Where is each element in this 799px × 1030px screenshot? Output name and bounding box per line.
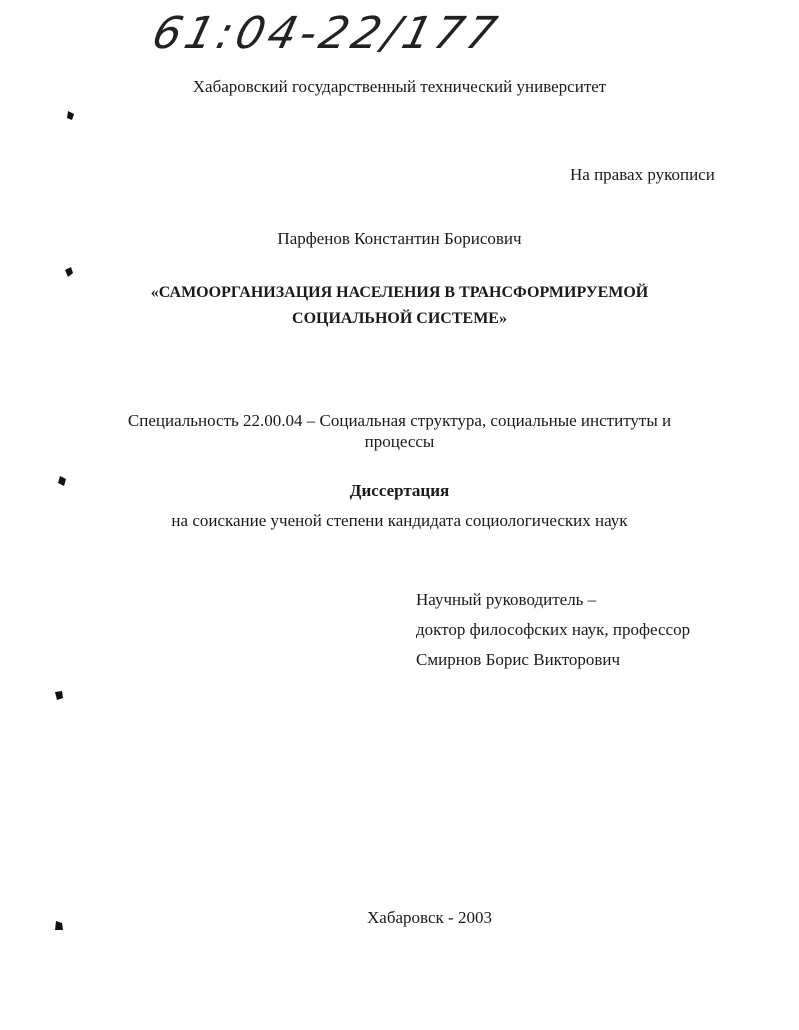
specialty-line-2: процессы bbox=[364, 432, 435, 451]
university-name: Хабаровский государственный технический университет bbox=[192, 77, 607, 96]
specialty-line-1: Специальность 22.00.04 – Социальная структура, социальные институты и bbox=[127, 411, 672, 430]
punch-hole-mark-4 bbox=[54, 689, 64, 701]
place-and-year: Хабаровск - 2003 bbox=[367, 908, 492, 927]
degree-statement: на соискание ученой степени кандидата социологических наук bbox=[171, 511, 628, 530]
supervisor-credentials: доктор философских наук, профессор bbox=[416, 620, 691, 639]
punch-hole-mark-5 bbox=[54, 920, 64, 932]
rights-note: На правах рукописи bbox=[570, 165, 715, 184]
dissertation-title-line-2: СОЦИАЛЬНОЙ СИСТЕМЕ» bbox=[292, 310, 507, 327]
supervisor-role: Научный руководитель – bbox=[416, 590, 597, 609]
work-type: Диссертация bbox=[349, 481, 450, 500]
dissertation-title-line-1: «САМООРГАНИЗАЦИЯ НАСЕЛЕНИЯ В ТРАНСФОРМИРУЕМОЙ bbox=[150, 284, 649, 301]
handwritten-registration-number: 61:04-22/177 bbox=[147, 8, 506, 59]
punch-hole-mark-2 bbox=[64, 266, 74, 278]
supervisor-name: Смирнов Борис Викторович bbox=[416, 650, 621, 669]
punch-hole-mark-1 bbox=[66, 109, 76, 121]
author-name: Парфенов Константин Борисович bbox=[277, 229, 522, 248]
